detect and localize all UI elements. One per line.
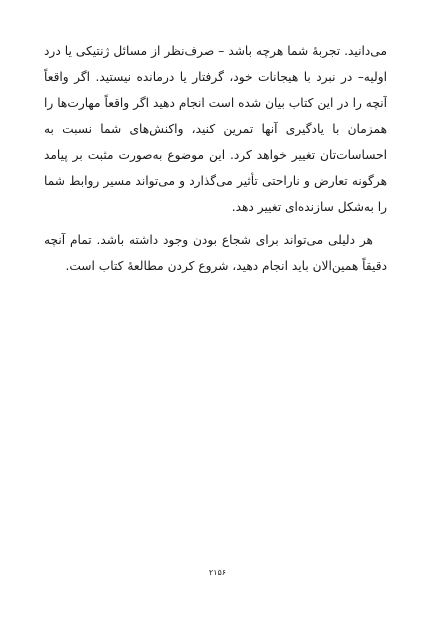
text-line: را به‌شکل سازنده‌ای تغییر دهد. <box>231 200 387 214</box>
text-line: هرگونه تعارض و ناراحتی تأثیر می‌گذارد و می‌تواند مسیر روابط شما <box>44 174 387 188</box>
paragraph-2 <box>44 227 387 279</box>
text-line: همزمان با یادگیری آنها تمرین کنید، واکنش‌های شما نسبت به <box>44 122 387 136</box>
body-text <box>44 38 387 279</box>
text-line: احساسات‌تان تغییر خواهد کرد. این موضوع به‌صورت مثبت بر پیامد <box>44 148 387 162</box>
page-number: ۲۱۵۶ <box>208 568 227 577</box>
paragraph-gap <box>44 220 387 227</box>
text-line: اولیه– در نبرد با هیجانات خود، گرفتار یا درمانده نیستید. اگر واقعاً <box>44 70 387 84</box>
text-line: آنچه را در این کتاب بیان شده است انجام دهید اگر واقعاً مهارت‌ها را <box>44 96 387 110</box>
text-line: دقیقاً همین‌الان باید انجام دهید، شروع کردن مطالعهٔ کتاب است. <box>65 259 387 273</box>
text-line: می‌دانید. تجربهٔ شما هرچه باشد – صرف‌نظر از مسائل ژنتیکی یا درد <box>44 44 387 58</box>
text-line: هر دلیلی می‌تواند برای شجاع بودن وجود داشته باشد. تمام آنچه <box>44 233 373 247</box>
paragraph-1 <box>44 38 387 220</box>
